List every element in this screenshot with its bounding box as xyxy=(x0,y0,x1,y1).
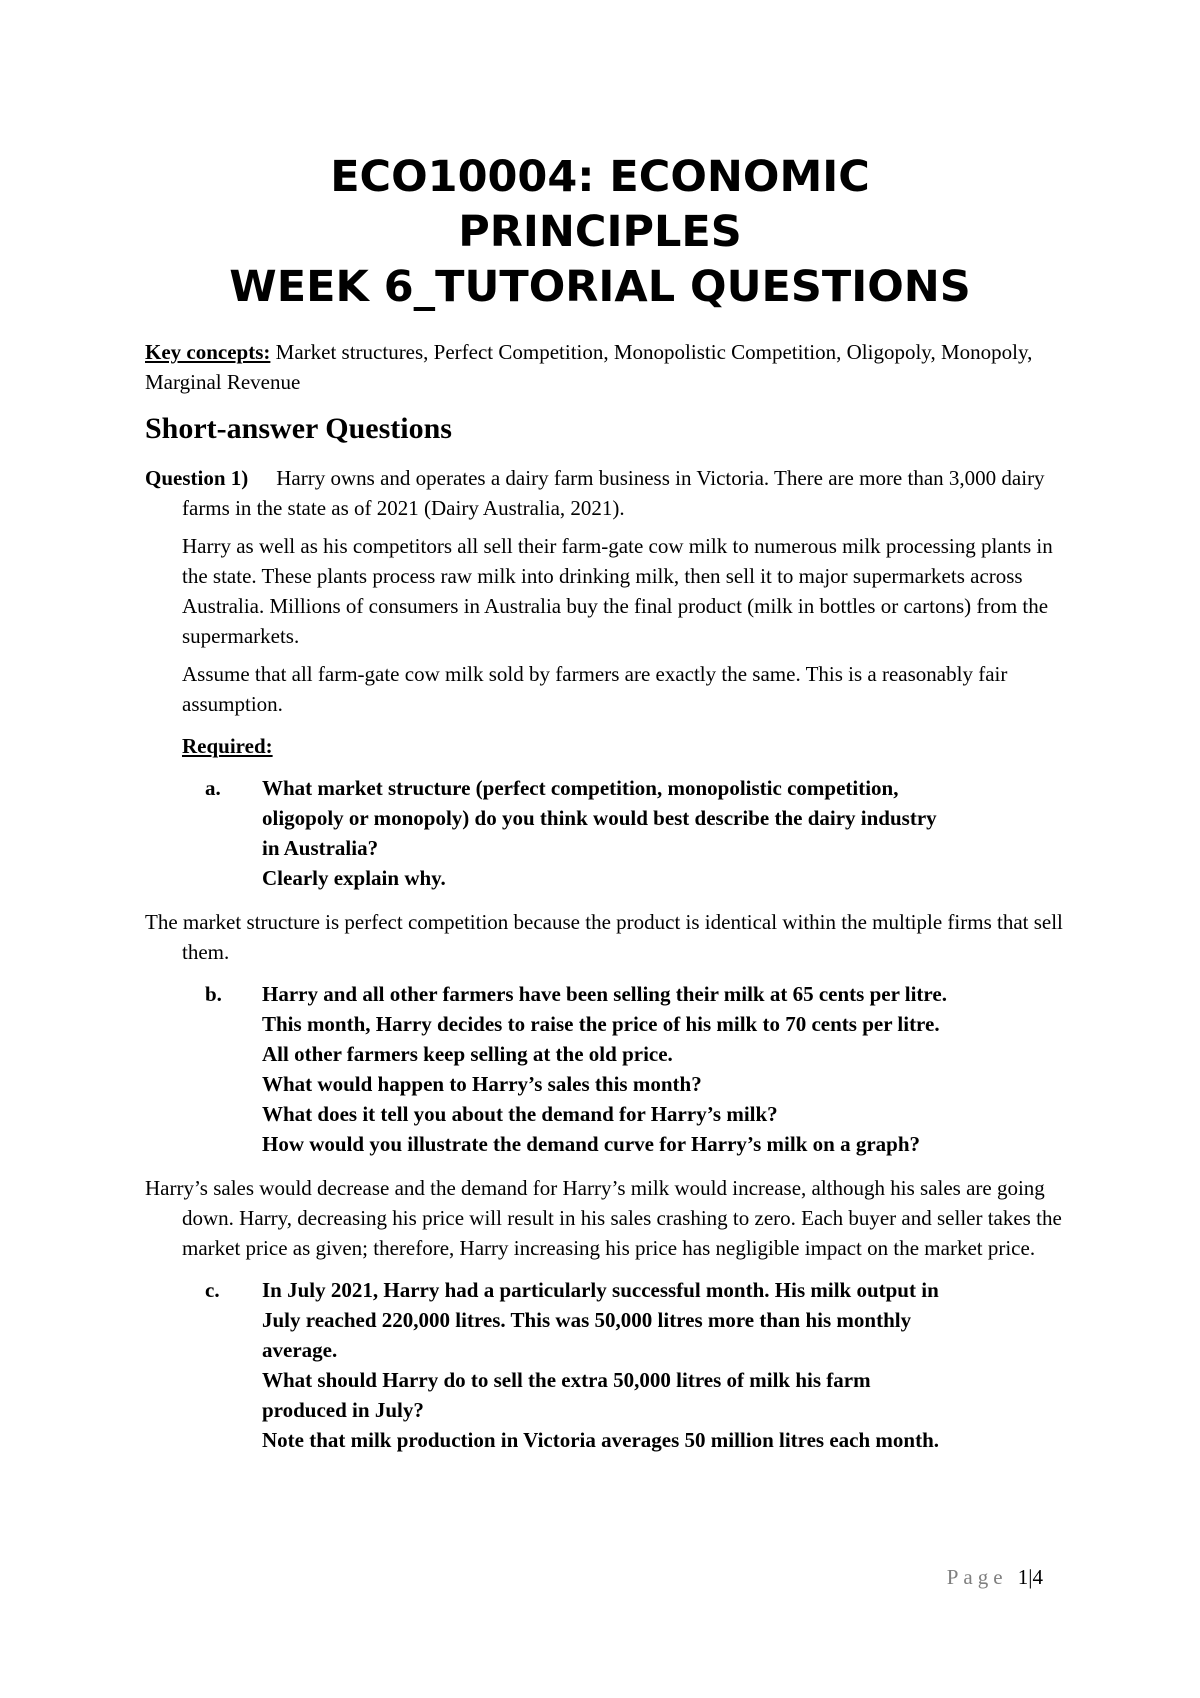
title-line-2: PRINCIPLES xyxy=(458,207,742,257)
sub-question-b xyxy=(145,979,1065,1159)
page-content xyxy=(145,150,1065,1455)
answer-b: Harry’s sales would decrease and the demand for Harry’s milk would increase, although his sales are going down. Harry, decreasing his price will result in his sales crashing to zero. Each buyer and seller takes the market price as given; therefore, Harry increasing his price has negligible impact on the market price. xyxy=(145,1176,1062,1260)
section-heading: Short-answer Questions xyxy=(145,412,452,445)
page-number: 1 xyxy=(1017,1565,1029,1589)
key-concepts-label: Key concepts: xyxy=(145,340,271,364)
sub-question-b-line: How would you illustrate the demand curve for Harry’s milk on a graph? xyxy=(262,1132,921,1156)
sub-question-b-letter: b. xyxy=(205,982,222,1006)
sub-question-a-letter: a. xyxy=(205,776,221,800)
sub-question-c-line: July reached 220,000 litres. This was 50,000 litres more than his monthly xyxy=(262,1308,912,1332)
sub-question-c xyxy=(145,1275,1065,1455)
required-label: Required: xyxy=(182,734,273,758)
key-concepts-text: Market structures, Perfect Competition, Monopolistic Competition, Oligopoly, Monopoly, Marginal Revenue xyxy=(145,340,1033,394)
question-1-label: Question 1) xyxy=(145,466,249,490)
sub-question-c-line: Note that milk production in Victoria averages 50 million litres each month. xyxy=(262,1428,940,1452)
sub-question-a-line: What market structure (perfect competition, monopolistic competition, xyxy=(262,776,899,800)
question-1-paragraph-3: Assume that all farm-gate cow milk sold by farmers are exactly the same. This is a reasonably fair assumption. xyxy=(182,662,1008,716)
sub-question-c-line: In July 2021, Harry had a particularly successful month. His milk output in xyxy=(262,1278,939,1302)
title-line-1: ECO10004: ECONOMIC xyxy=(330,152,870,202)
title-line-3: WEEK 6_TUTORIAL QUESTIONS xyxy=(229,262,971,312)
sub-question-a-line: oligopoly or monopoly) do you think would best describe the dairy industry xyxy=(262,806,937,830)
sub-question-b-line: This month, Harry decides to raise the price of his milk to 70 cents per litre. xyxy=(262,1012,940,1036)
sub-question-c-letter: c. xyxy=(205,1278,220,1302)
sub-question-b-line: All other farmers keep selling at the old price. xyxy=(262,1042,673,1066)
answer-a: The market structure is perfect competition because the product is identical within the multiple firms that sell them. xyxy=(145,910,1063,964)
sub-question-c-line: produced in July? xyxy=(262,1398,424,1422)
document-title xyxy=(135,150,1065,315)
sub-question-b-line: Harry and all other farmers have been selling their milk at 65 cents per litre. xyxy=(262,982,947,1006)
sub-question-a-line: in Australia? xyxy=(262,836,379,860)
sub-question-c-line: What should Harry do to sell the extra 50,000 litres of milk his farm xyxy=(262,1368,871,1392)
page-total: 4 xyxy=(1032,1565,1043,1589)
question-1-intro xyxy=(145,463,1065,523)
page-separator: | xyxy=(1028,1565,1033,1589)
question-1-paragraph-2: Harry as well as his competitors all sell their farm-gate cow milk to numerous milk processing plants in the state. These plants process raw milk into drinking milk, then sell it to major supermarkets across Australia. Millions of consumers in Australia buy the final product (milk in bottles or cartons) from the supermarkets. xyxy=(182,534,1053,648)
key-concepts xyxy=(145,337,1065,397)
sub-question-a-line: Clearly explain why. xyxy=(262,866,446,890)
page-word: Page xyxy=(946,1565,1008,1589)
sub-question-c-line: average. xyxy=(262,1338,338,1362)
page-footer xyxy=(947,1563,1043,1591)
sub-question-b-line: What does it tell you about the demand for Harry’s milk? xyxy=(262,1102,778,1126)
question-1-intro-text: Harry owns and operates a dairy farm business in Victoria. There are more than 3,000 dairy farms in the state as of 2021 (Dairy Australia, 2021). xyxy=(182,466,1045,520)
sub-question-b-line: What would happen to Harry’s sales this month? xyxy=(262,1072,702,1096)
sub-question-a xyxy=(145,773,1065,893)
